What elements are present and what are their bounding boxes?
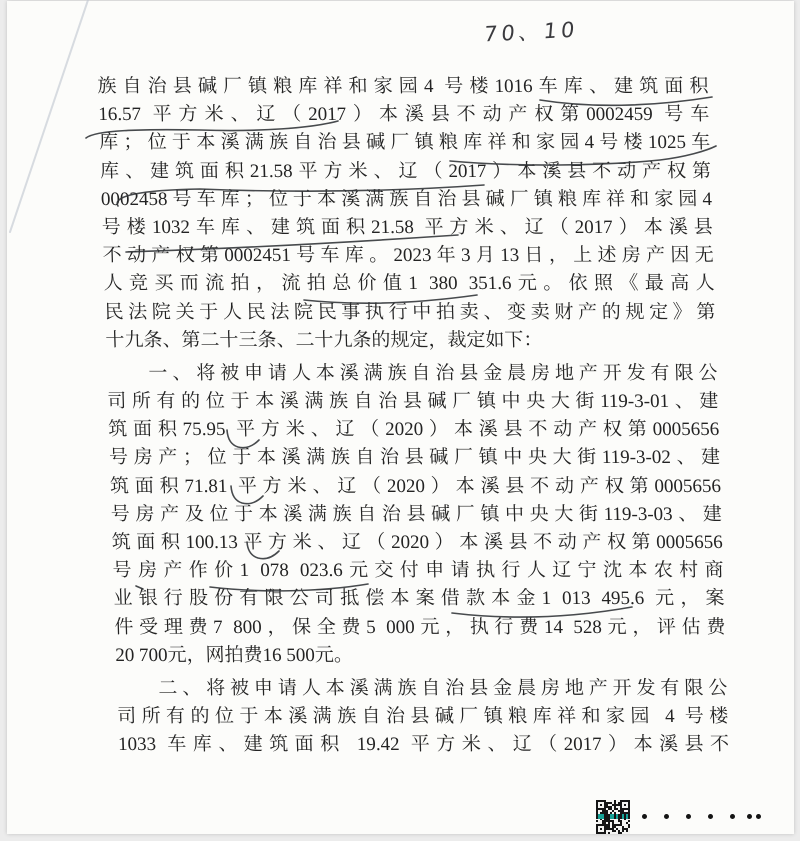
text-line: 号房产作价1 078 023.6元交付申请执行人辽宁沈本农村商: [112, 560, 724, 582]
text-line: 库；位于本溪满族自治县碱厂镇粮库祥和家园4号楼1025车: [98, 132, 711, 154]
text-line: 一、将被申请人本溪满族自治县金晨房地产开发有限公: [148, 362, 718, 384]
dot-icon: [642, 814, 647, 819]
dot-icon: [664, 814, 669, 819]
dot-icon: [730, 814, 735, 819]
footer-dots: [642, 814, 761, 819]
dot-icon: [708, 814, 713, 819]
text-line: 号房产；位于本溪满族自治县碱厂镇中央大街119-3-02、建: [108, 447, 721, 469]
text-line: 民法院关于人民法院民事执行中拍卖、变卖财产的规定》第: [104, 301, 716, 323]
dot-icon: [756, 814, 761, 819]
text-line: 1033 车库、建筑面积 19.42 平方米、辽（2017）本溪县不: [117, 734, 730, 756]
text-line: 库、建筑面积21.58平方米、辽（2017）本溪县不动产权第: [99, 160, 712, 182]
text-line: 号房产及位于本溪满族自治县碱厂镇中央大街119-3-03、建: [110, 503, 723, 525]
text-line: 筑面积75.95 平方米、辽（2020）本溪县不动产权第0005656: [107, 419, 720, 441]
document-body-text: [97, 73, 730, 760]
text-line: 十九条、第二十三条、二十九条的规定，裁定如下：: [105, 329, 543, 351]
text-line: 司所有的位于本溪满族自治县碱厂镇中央大街119-3-01、建: [106, 391, 719, 413]
dot-icon: [686, 814, 691, 819]
text-line: 不动产权第0002451号车库。2023年3月13日，上述房产因无: [102, 245, 715, 267]
text-line: 二、将被申请人本溪满族自治县金晨房地产开发有限公: [158, 677, 728, 699]
text-line: 16.57 平方米、辽（2017）本溪县不动产权第0002459 号车: [97, 104, 710, 126]
text-line: 筑面积100.13平方米、辽（2020）本溪县不动产权第0005656: [111, 532, 724, 553]
text-line: 人竞买而流拍，流拍总价值1 380 351.6元。依照《最高人: [103, 273, 715, 295]
text-line: 族自治县碱厂镇粮库祥和家园4 号楼1016车库、建筑面积: [97, 76, 709, 97]
dot-icon: [747, 814, 752, 819]
handwritten-note: 70、10: [482, 17, 580, 47]
text-line: 筑面积71.81 平方米、辽（2020）本溪县不动产权第0005656: [109, 475, 722, 497]
text-line: 业银行股份有限公司抵偿本案借款本金1 013 495.6 元，案: [113, 588, 725, 610]
qr-code-icon: [596, 800, 630, 834]
text-line: 号楼1032车库、建筑面积21.58 平方米、辽（2017）本溪县: [101, 216, 714, 238]
text-line: 司所有的位于本溪满族自治县碱厂镇粮库祥和家园 4 号楼: [116, 706, 729, 728]
text-line: 0002458号车库；位于本溪满族自治县碱厂镇粮库祥和家园4: [100, 188, 713, 210]
text-line: 件受理费7 800，保全费5 000元，执行费14 528元，评估费: [114, 616, 726, 638]
text-line: 20 700元，网拍费16 500元。: [114, 644, 354, 666]
